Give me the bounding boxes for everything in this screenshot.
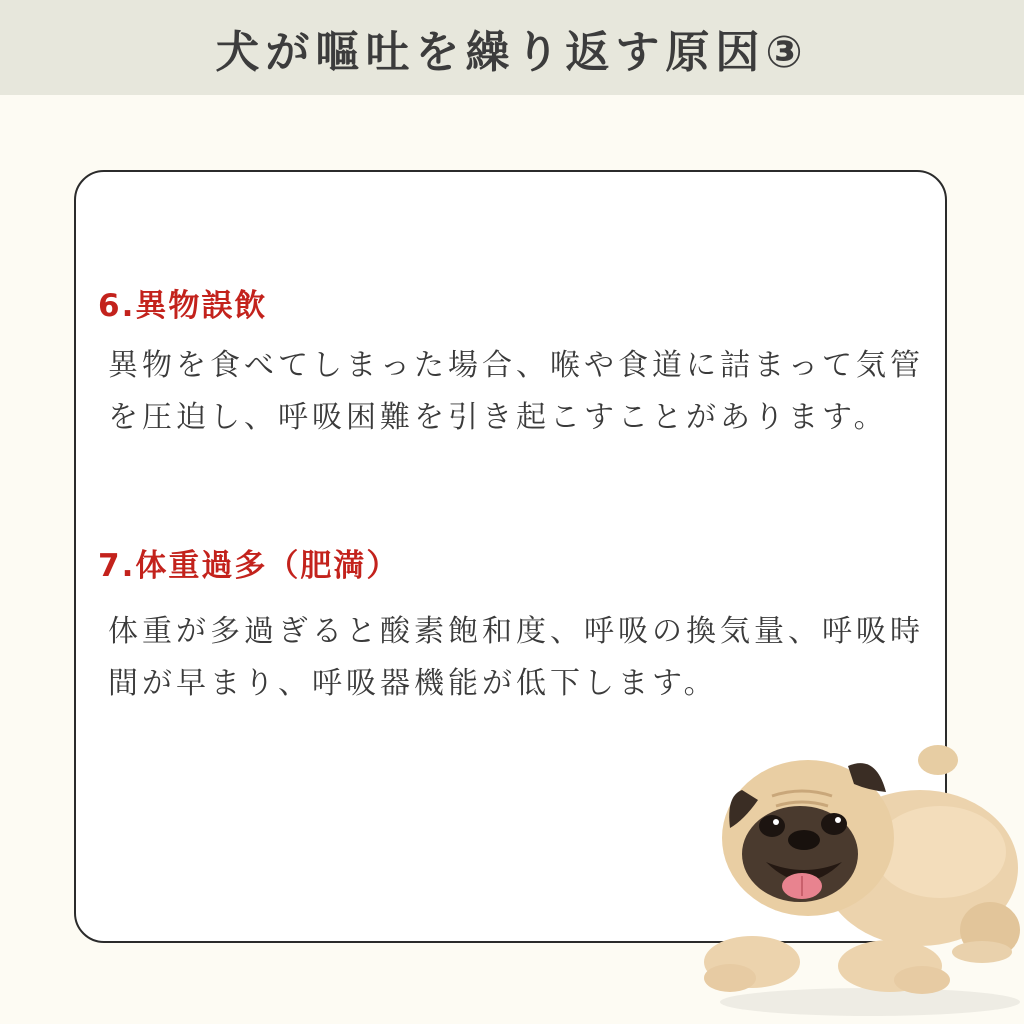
section-heading-foreign-object: 6.異物誤飲: [98, 288, 268, 324]
header-banner: [0, 0, 1024, 95]
section-body-obesity: 体重が多過ぎると酸素飽和度、呼吸の換気量、呼吸時間が早まり、呼吸器機能が低下します。: [108, 614, 924, 701]
pug-dog-icon: [690, 740, 1024, 1024]
section-body-foreign-object: 異物を食べてしまった場合、喉や食道に詰まって気管を圧迫し、呼吸困難を引き起こすことがあります。: [108, 348, 924, 435]
section-heading-obesity: 7.体重過多（肥満）: [98, 548, 400, 584]
page-title: 犬が嘔吐を繰り返す原因③: [215, 26, 809, 78]
